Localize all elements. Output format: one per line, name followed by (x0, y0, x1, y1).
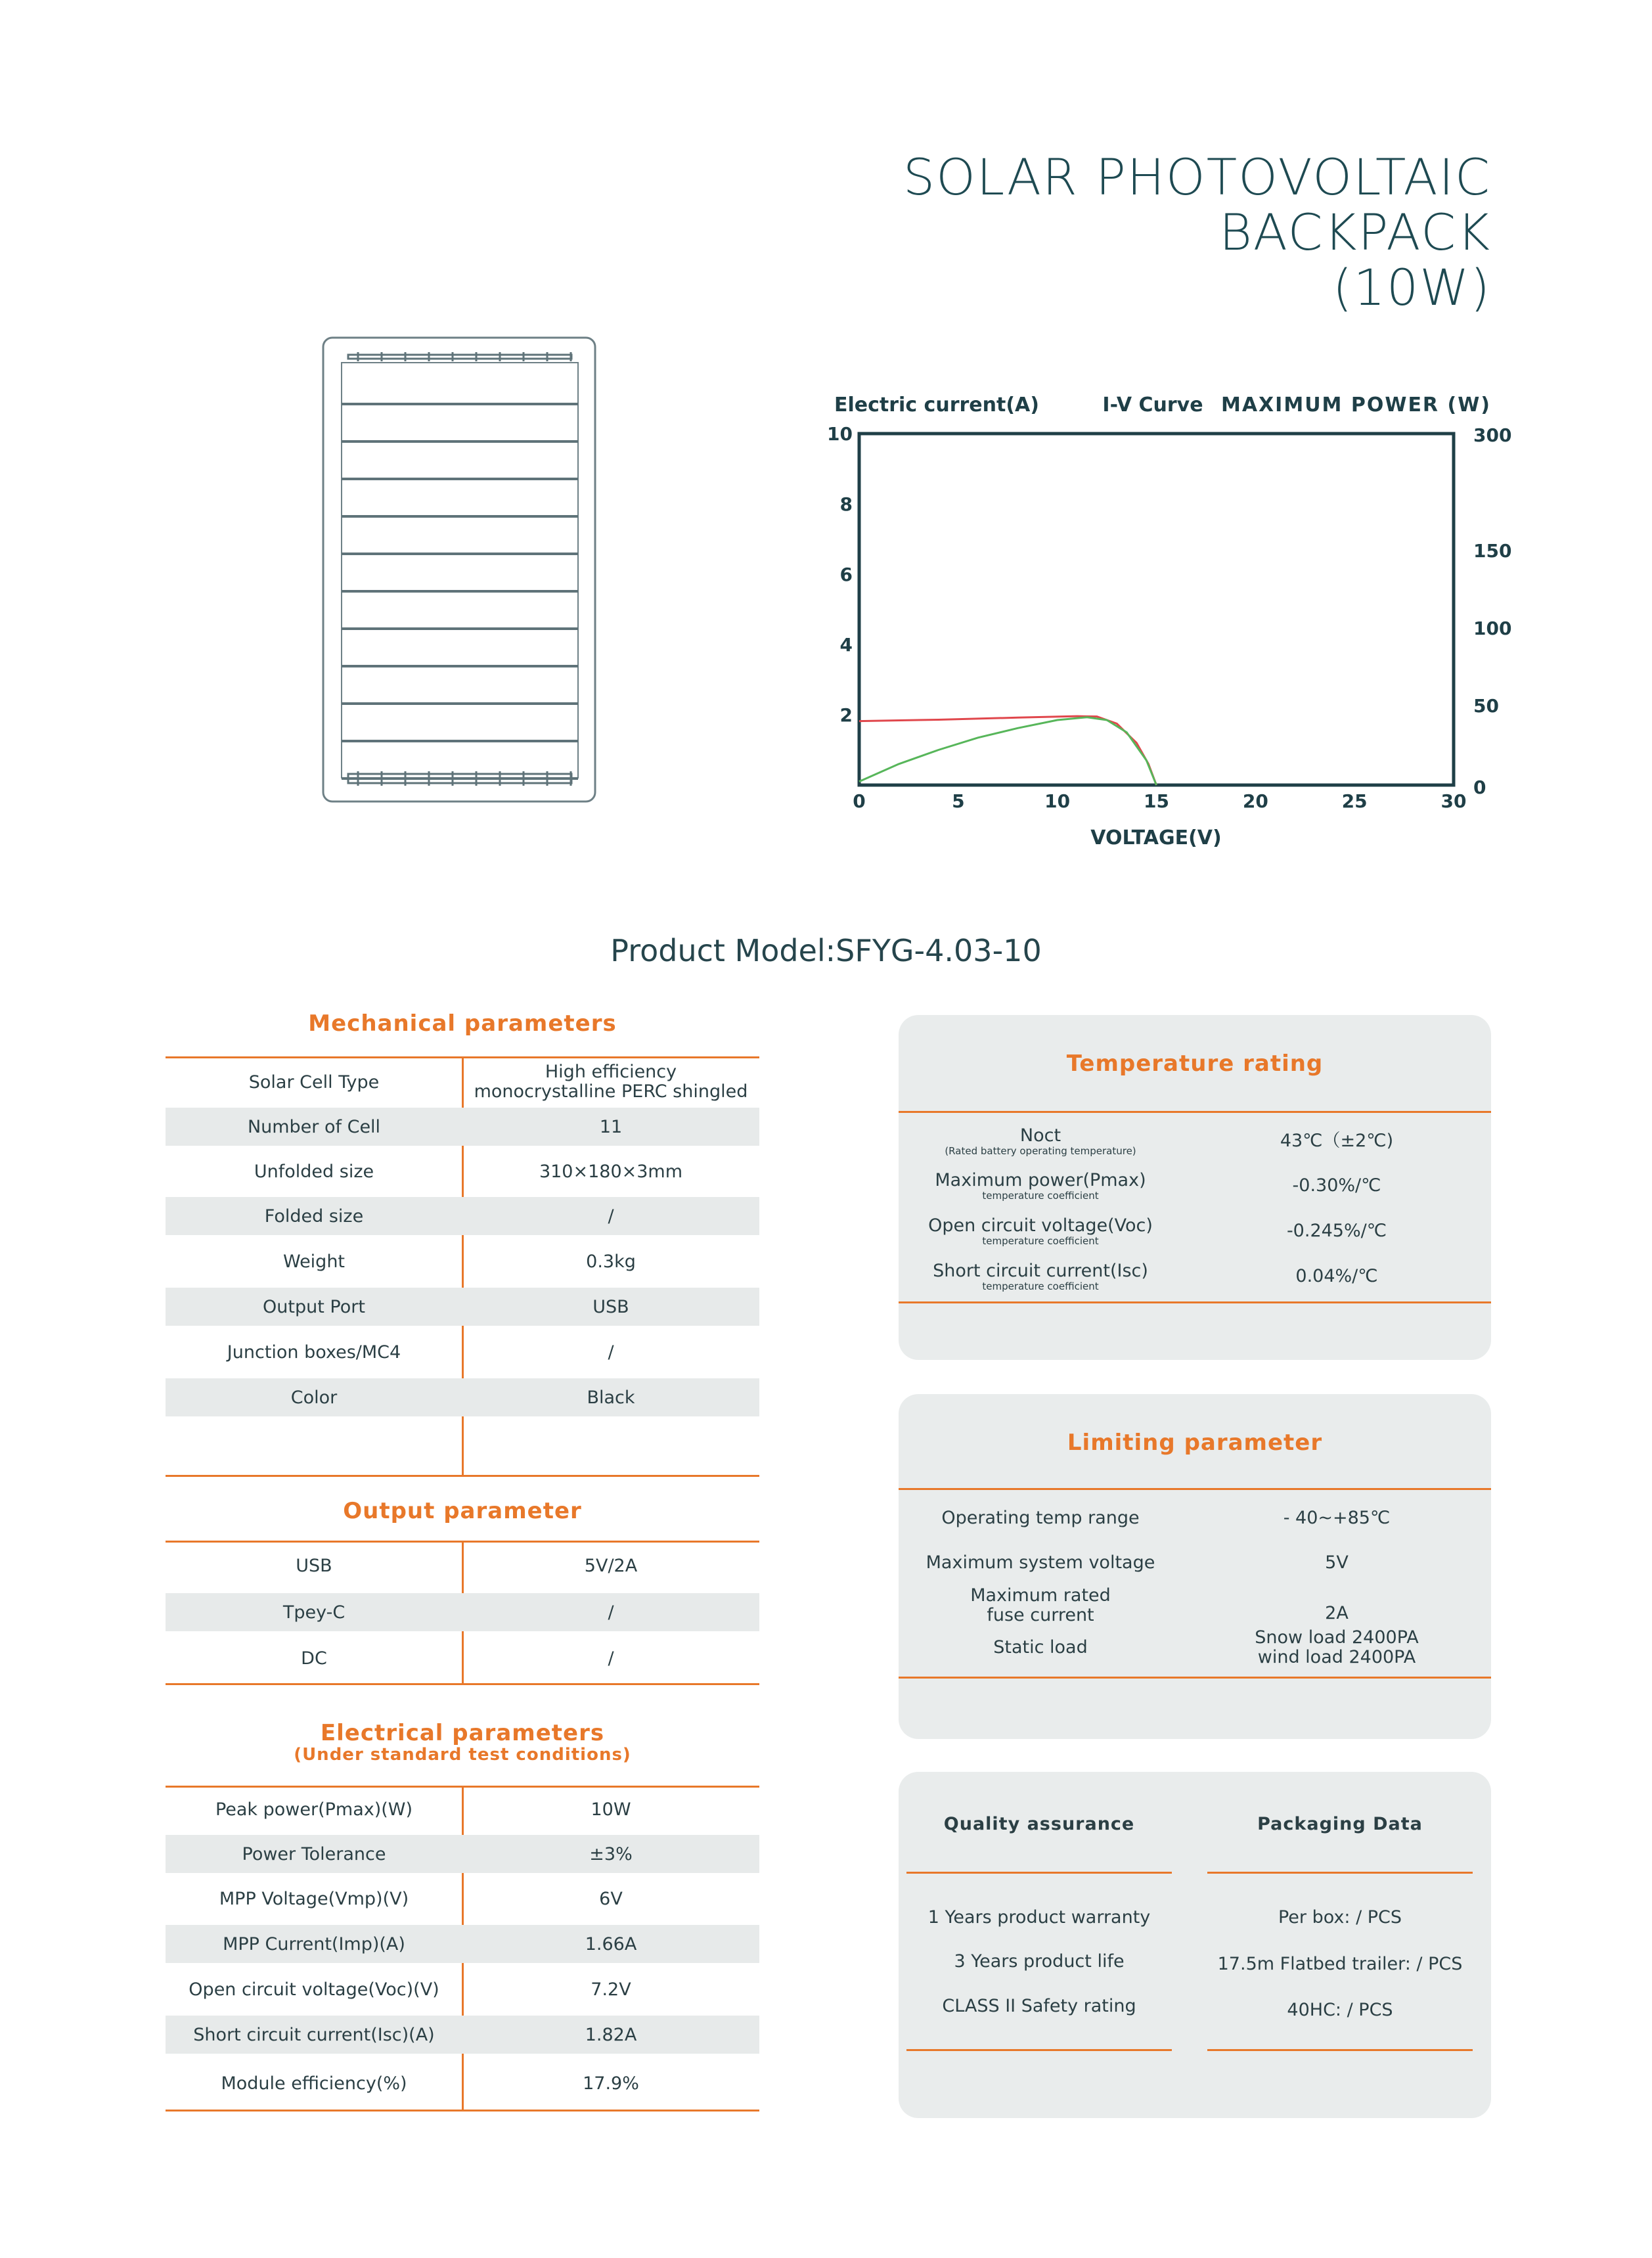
y2-tick-label: 150 (1473, 540, 1512, 562)
row-label: Number of Cell (247, 1116, 381, 1137)
table-row (166, 1788, 759, 1831)
row-label: Folded size (264, 1206, 364, 1227)
row-value: 6V (599, 1888, 623, 1909)
row-value: 0.04%/℃ (1295, 1266, 1378, 1286)
y2-tick-label: 0 (1473, 777, 1486, 798)
y-tick-label: 8 (839, 493, 853, 515)
y-tick-label: 4 (839, 634, 853, 656)
row-label: Power Tolerance (242, 1843, 386, 1864)
table-row (899, 1585, 1491, 1627)
quality-item: CLASS II Safety rating (942, 1996, 1136, 2016)
value-line-2: monocrystalline PERC shingled (474, 1081, 748, 1102)
title-line-1: SOLAR PHOTOVOLTAIC (903, 148, 1491, 206)
row-value: Black (587, 1387, 635, 1408)
row-label: Weight (282, 1251, 346, 1272)
divider (899, 1301, 1491, 1303)
quality-item: 3 Years product life (954, 1951, 1125, 1972)
product-model: Product Model:SFYG-4.03-10 (610, 933, 1042, 968)
row-label: Junction boxes/MC4 (227, 1342, 401, 1363)
y2-tick-label: 100 (1473, 618, 1512, 639)
y-tick-label: 2 (839, 704, 853, 726)
row-value: 1.66A (585, 1933, 637, 1954)
value-line-2: wind load 2400PA (1257, 1647, 1416, 1667)
row-value: 17.9% (583, 2073, 639, 2094)
table-row (166, 1332, 759, 1372)
divider (899, 1111, 1491, 1113)
quality-title: Quality assurance (943, 1814, 1135, 1834)
row-label: Maximum system voltage (926, 1552, 1155, 1573)
row-value: ±3% (589, 1843, 633, 1864)
row-value: USB (592, 1296, 629, 1317)
row-label: MPP Current(Imp)(A) (223, 1933, 405, 1954)
x-tick-label: 25 (1341, 790, 1368, 812)
table-row (166, 1835, 759, 1873)
row-value: 310×180×3mm (539, 1161, 683, 1182)
temperature-panel (899, 1015, 1491, 1360)
mechanical-table (166, 1056, 759, 1477)
row-label: Peak power(Pmax)(W) (215, 1799, 413, 1820)
iv-curve-chart (815, 388, 1524, 861)
value-line-1: Snow load 2400PA (1255, 1627, 1419, 1648)
chart-y2label: MAXIMUM POWER (W) (1220, 394, 1491, 417)
temperature-title: Temperature rating (1066, 1050, 1324, 1077)
electrical-table (166, 1786, 759, 2111)
page-title (903, 150, 1491, 315)
table-row (166, 1637, 759, 1680)
x-tick-label: 10 (1044, 790, 1071, 812)
row-label: Output Port (263, 1296, 365, 1317)
y2-tick-label: 50 (1473, 695, 1499, 717)
x-tick-label: 20 (1242, 790, 1268, 812)
divider (166, 1683, 759, 1685)
table-row (899, 1547, 1491, 1579)
limiting-panel (899, 1394, 1491, 1739)
divider (166, 1475, 759, 1477)
table-row (166, 2016, 759, 2054)
table-row (166, 1543, 759, 1589)
limiting-title: Limiting parameter (1067, 1430, 1323, 1456)
label-text: Short circuit current(Isc) (933, 1261, 1148, 1281)
divider (1207, 1872, 1473, 1874)
row-label: Open circuit voltage(Voc)(V) (189, 1979, 439, 2000)
row-value: 10W (591, 1799, 631, 1820)
row-label: Unfolded size (254, 1161, 374, 1182)
row-label: Short circuit current(Isc)(A) (193, 2024, 435, 2045)
packaging-item: 17.5m Flatbed trailer: / PCS (1217, 1954, 1463, 1974)
label-line-1: Maximum rated (970, 1585, 1111, 1606)
row-label: Tpey-C (282, 1602, 346, 1623)
row-value: / (608, 1648, 614, 1669)
x-tick-label: 5 (952, 790, 965, 812)
divider (899, 1677, 1491, 1679)
label-line-2: fuse current (987, 1605, 1094, 1625)
title-line-3: (10W) (1332, 258, 1491, 317)
table-row (166, 2060, 759, 2107)
packaging-item: 40HC: / PCS (1287, 2000, 1393, 2020)
y2-tick-label: 300 (1473, 424, 1512, 446)
table-row (899, 1502, 1491, 1535)
row-label: Solar Cell Type (248, 1072, 380, 1093)
label-text: Open circuit voltage(Voc) (928, 1215, 1153, 1236)
electrical-title: Electrical parameters (320, 1720, 605, 1746)
table-row (899, 1211, 1491, 1251)
row-value: - 40~+85℃ (1283, 1508, 1391, 1528)
label-sub: (Rated battery operating temperature) (945, 1145, 1136, 1157)
output-title: Output parameter (343, 1498, 582, 1524)
row-value: / (608, 1342, 614, 1363)
table-row (166, 1878, 759, 1919)
row-value: / (608, 1602, 614, 1623)
row-label: Color (290, 1387, 338, 1408)
series-line (859, 716, 1157, 785)
row-value: -0.245%/℃ (1286, 1221, 1387, 1241)
row-label (899, 1171, 1182, 1201)
chart-title: I-V Curve (1102, 394, 1203, 417)
y-tick-label: 10 (827, 423, 853, 445)
label-sub: temperature coefficient (982, 1190, 1099, 1202)
row-label (899, 1261, 1182, 1292)
divider (906, 2049, 1172, 2051)
divider (1207, 2049, 1473, 2051)
table-row (166, 1197, 759, 1235)
row-value: 5V (1325, 1552, 1349, 1573)
row-value: 11 (599, 1116, 623, 1137)
solar-panel-illustration (322, 336, 598, 804)
row-label: MPP Voltage(Vmp)(V) (219, 1888, 409, 1909)
row-label: Operating temp range (941, 1508, 1140, 1528)
x-tick-label: 15 (1144, 790, 1169, 812)
row-label (899, 1126, 1182, 1156)
row-value: / (608, 1206, 614, 1227)
divider (166, 2110, 759, 2111)
chart-ylabel: Electric current(A) (834, 394, 1039, 417)
table-row (166, 1108, 759, 1146)
table-row (166, 1152, 759, 1191)
table-row (166, 1288, 759, 1326)
row-value: 2A (1325, 1603, 1349, 1623)
row-value: -0.30%/℃ (1292, 1175, 1381, 1196)
table-row (166, 1378, 759, 1416)
row-label (899, 1216, 1182, 1246)
value-line-1: High efficiency (545, 1062, 677, 1082)
table-row (899, 1627, 1491, 1669)
table-row (166, 1593, 759, 1631)
table-row (899, 1121, 1491, 1161)
output-table (166, 1541, 759, 1685)
row-value: 0.3kg (586, 1251, 636, 1272)
table-row (166, 1969, 759, 2010)
label-sub: temperature coefficient (982, 1280, 1099, 1292)
row-value: 1.82A (585, 2024, 637, 2045)
series-line (859, 717, 1157, 785)
row-label: DC (301, 1648, 327, 1669)
electrical-subtitle: (Under standard test conditions) (294, 1745, 631, 1765)
divider (906, 1872, 1172, 1874)
chart-xlabel: VOLTAGE(V) (1090, 826, 1222, 849)
title-line-2: BACKPACK (1219, 203, 1491, 261)
chart-plot-frame (859, 434, 1454, 785)
quality-packaging-panel (899, 1772, 1491, 2118)
table-row (166, 1925, 759, 1963)
label-sub: temperature coefficient (982, 1235, 1099, 1247)
table-row (899, 1257, 1491, 1296)
row-label: Module efficiency(%) (221, 2073, 407, 2094)
table-row (166, 1058, 759, 1106)
row-value (462, 1062, 759, 1102)
table-row (166, 1242, 759, 1281)
row-label (899, 1586, 1182, 1625)
row-label: Static load (993, 1637, 1088, 1658)
quality-item: 1 Years product warranty (927, 1907, 1151, 1928)
row-value: 5V/2A (584, 1555, 638, 1576)
row-value: 7.2V (591, 1979, 631, 2000)
x-tick-label: 30 (1440, 790, 1467, 812)
y-tick-label: 6 (839, 564, 853, 585)
label-text: Noct (1019, 1125, 1061, 1146)
row-label: USB (296, 1555, 332, 1576)
label-text: Maximum power(Pmax) (935, 1170, 1146, 1190)
x-tick-label: 0 (853, 790, 866, 812)
mechanical-title: Mechanical parameters (308, 1010, 617, 1037)
row-value (1182, 1628, 1491, 1667)
divider (899, 1488, 1491, 1490)
table-row (899, 1166, 1491, 1206)
packaging-item: Per box: / PCS (1278, 1907, 1402, 1928)
packaging-title: Packaging Data (1257, 1814, 1423, 1834)
row-value: 43℃（±2℃) (1280, 1131, 1394, 1151)
